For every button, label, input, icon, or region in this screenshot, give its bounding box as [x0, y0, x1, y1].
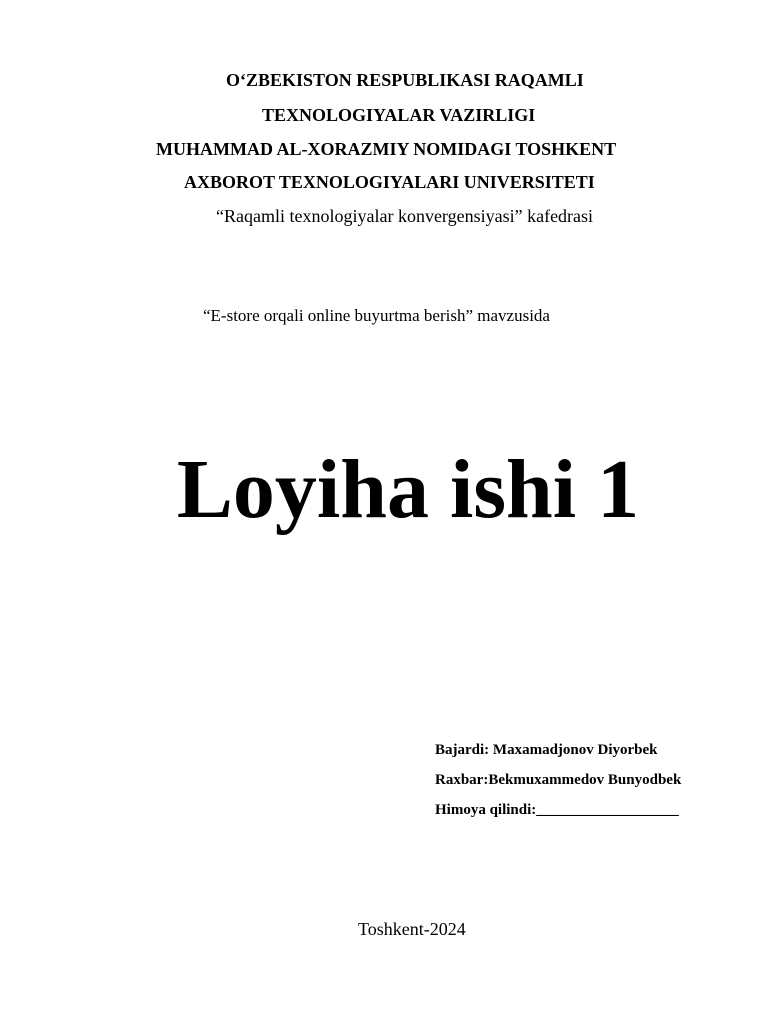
department-name: “Raqamli texnologiyalar konvergensiyasi” kafedrasi — [216, 206, 594, 226]
header-line-4: AXBOROT TEXNOLOGIYALARI UNIVERSITETI — [184, 172, 595, 192]
performed-by: Bajardi: Maxamadjonov Diyorbek — [435, 742, 658, 758]
header-line-3: MUHAMMAD AL-XORAZMIY NOMIDAGI TOSHKENT — [156, 139, 617, 159]
city-year: Toshkent-2024 — [358, 919, 466, 939]
defended-line: Himoya qilindi:___________________ — [435, 802, 679, 818]
header-line-1: O‘ZBEKISTON RESPUBLIKASI RAQAMLI — [226, 70, 584, 90]
supervisor: Raxbar:Bekmuxammedov Bunyodbek — [435, 772, 682, 788]
header-line-2: TEXNOLOGIYALAR VAZIRLIGI — [262, 105, 536, 125]
topic-line: “E-store orqali online buyurtma berish” mavzusida — [203, 306, 550, 325]
document-title: Loyiha ishi 1 — [176, 443, 640, 536]
